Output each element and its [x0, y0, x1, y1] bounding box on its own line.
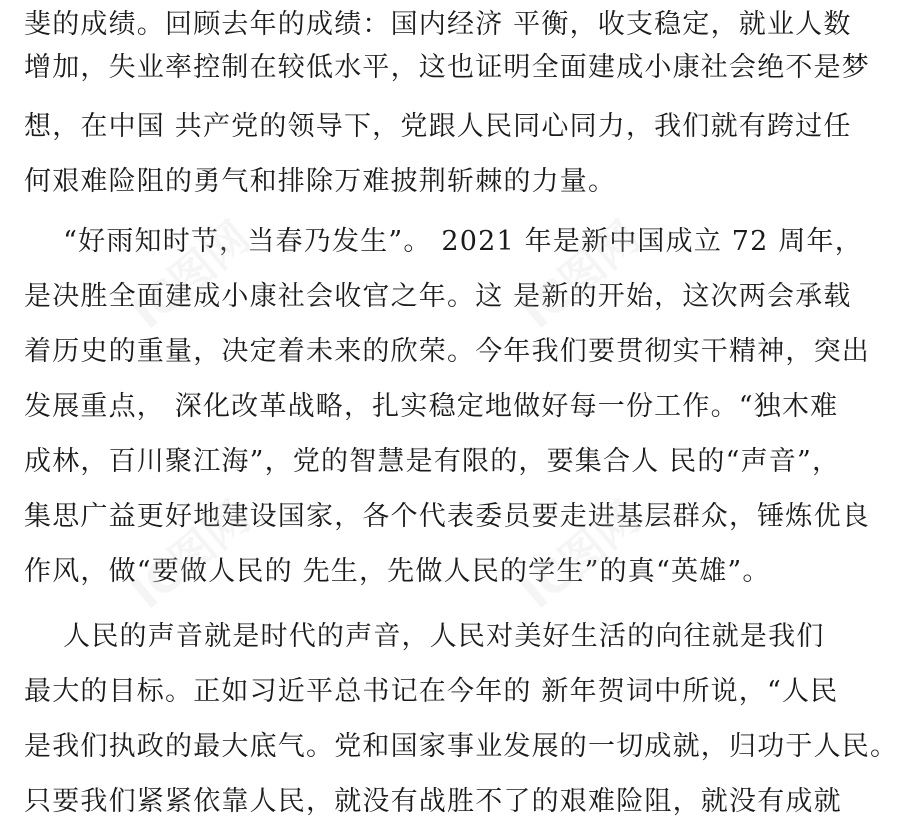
text-line: 增加，失业率控制在较低水平，这也证明全面建成小康社会绝不是梦 [24, 52, 870, 83]
text-line: 发展重点， 深化改革战略，扎实稳定地做好每一份工作。“独木难 [24, 391, 839, 422]
watermark: IC图网 [122, 211, 260, 339]
text-line: 最大的目标。正如习近平总书记在今年的 新年贺词中所说，“人民 [24, 676, 839, 707]
text-line: 斐的成绩。回顾去年的成绩：国内经济 平衡，收支稳定，就业人数 [24, 9, 852, 40]
watermark: IC图网 [512, 211, 650, 339]
watermark: IC图网 [512, 491, 650, 619]
text-line: 集思广益更好地建设国家，各个代表委员要走进基层群众，锤炼优良 [24, 501, 870, 532]
text-line: 只要我们紧紧依靠人民，就没有战胜不了的艰难险阻，就没有成就 [24, 786, 842, 817]
text-line: 何艰难险阻的勇气和排除万难披荆斩棘的力量。 [24, 166, 617, 197]
text-line: 想，在中国 共产党的领导下，党跟人民同心同力，我们就有跨过任 [24, 111, 852, 142]
text-line: 成林，百川聚江海”，党的智慧是有限的，要集合人 民的“声音”， [24, 446, 841, 477]
text-line: 作风，做“要做人民的 先生，先做人民的学生”的真“英雄”。 [24, 556, 771, 587]
watermark: IC图网 [122, 491, 260, 619]
text-line: 是我们执政的最大底气。党和国家事业发展的一切成就，归功于人民。 [24, 731, 898, 762]
text-line: 人民的声音就是时代的声音，人民对美好生活的向往就是我们 [24, 621, 825, 652]
text-line: “好雨知时节，当春乃发生”。 2021 年是新中国成立 72 周年， [24, 226, 863, 257]
text-line: 着历史的重量，决定着未来的欣荣。今年我们要贯彻实干精神，突出 [24, 336, 870, 367]
text-line: 是决胜全面建成小康社会收官之年。这 是新的开始，这次两会承载 [24, 281, 852, 312]
